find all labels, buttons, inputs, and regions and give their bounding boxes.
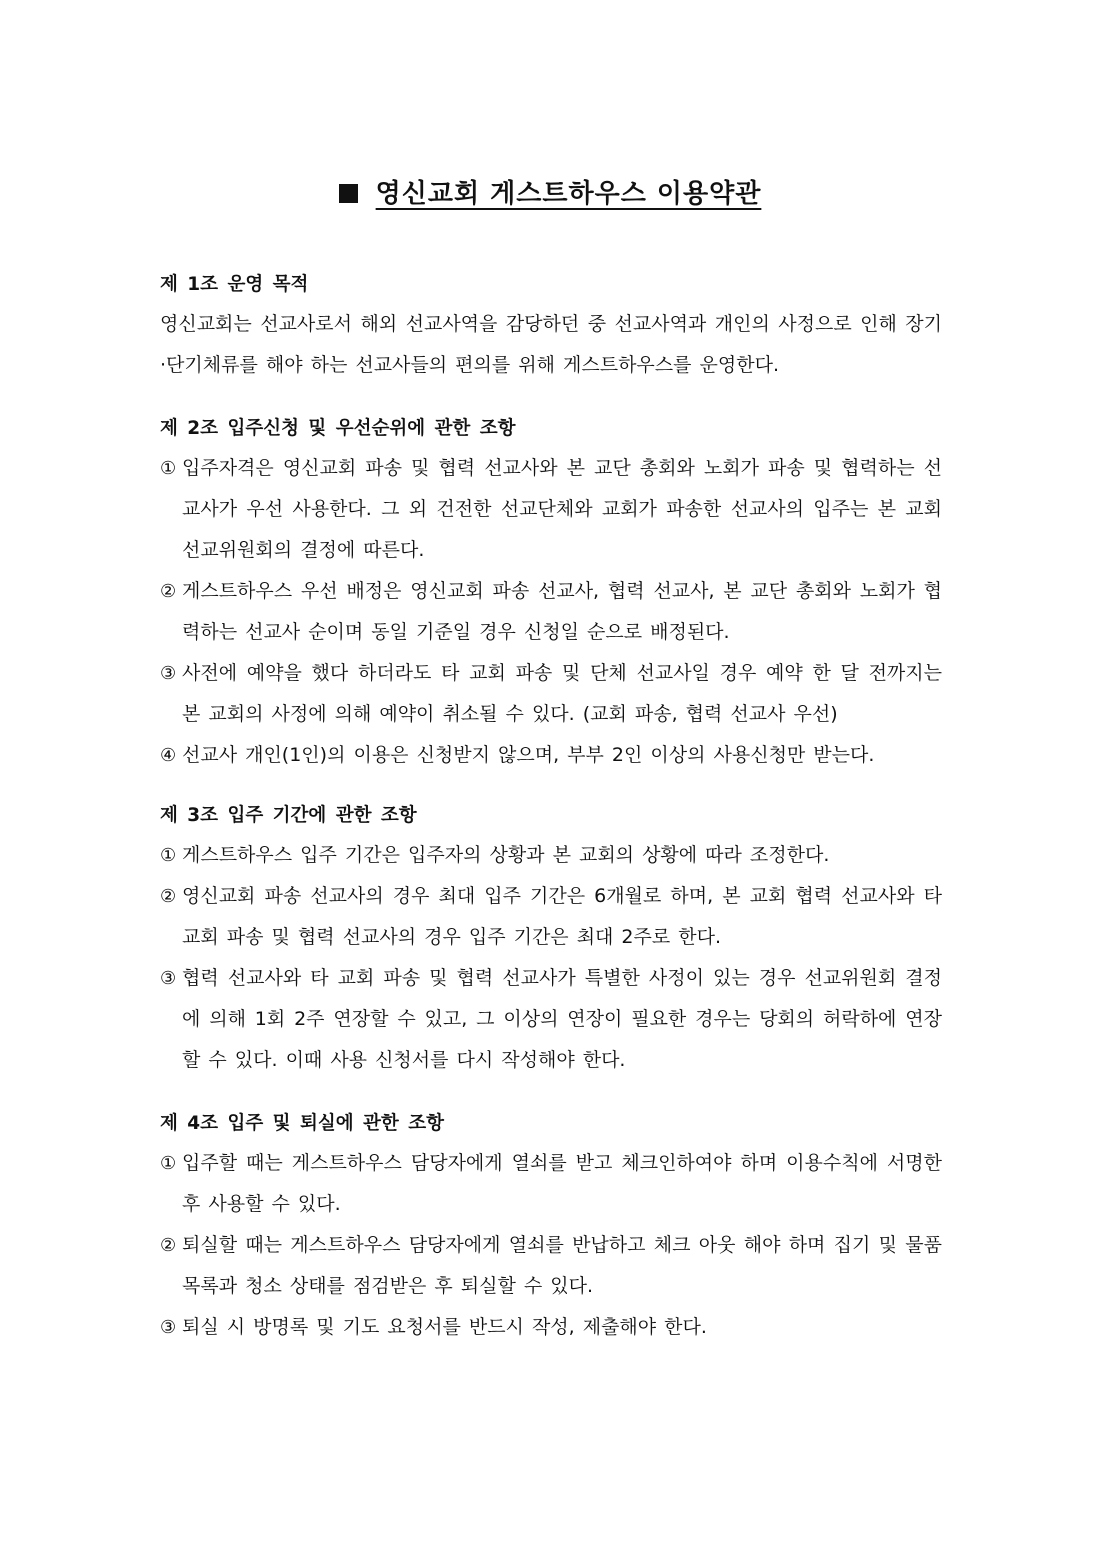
item-number: ③ [160,968,177,989]
item-number: ② [160,886,177,907]
item-text: 게스트하우스 입주 기간은 입주자의 상황과 본 교회의 상황에 따라 조정한다. [182,844,830,866]
item-text: 입주자격은 영신교회 파송 및 협력 선교사와 본 교단 총회와 노회가 파송 및 협력하는 선교사가 우선 사용한다. 그 외 건전한 선교단체와 교회가 파송한 선교사의 입주는 본 교회 선교위원회의 결정에 따른다. [182,457,942,561]
item-text: 협력 선교사와 타 교회 파송 및 협력 선교사가 특별한 사정이 있는 경우 선교위원회 결정에 의해 1회 2주 연장할 수 있고, 그 이상의 연장이 필요한 경우는 당회의 허락하에 연장할 수 있다. 이때 사용 신청서를 다시 작성해야 한다. [182,967,942,1071]
list-item [160,1225,942,1307]
article-1 [160,266,942,386]
item-number: ③ [160,663,177,684]
article-4 [160,1105,942,1348]
article-heading: 제 3조 입주 기간에 관한 조항 [160,805,417,826]
item-text: 사전에 예약을 했다 하더라도 타 교회 파송 및 단체 선교사일 경우 예약 한 달 전까지는 본 교회의 사정에 의해 예약이 취소될 수 있다. (교회 파송, 협력 선교사 우선) [182,662,942,725]
article-paragraph: 영신교회는 선교사로서 해외 선교사역을 감당하던 중 선교사역과 개인의 사정으로 인해 장기·단기체류를 해야 하는 선교사들의 편의를 위해 게스트하우스를 운영한다. [160,313,942,376]
list-item [160,1307,942,1348]
item-number: ① [160,845,177,866]
article-2 [160,410,942,776]
list-item [160,735,942,776]
list-item [160,571,942,653]
item-number: ② [160,1235,177,1256]
document-title [0,173,1100,210]
item-number: ③ [160,1317,177,1338]
article-heading: 제 4조 입주 및 퇴실에 관한 조항 [160,1113,444,1134]
list-item [160,1143,942,1225]
item-text: 퇴실 시 방명록 및 기도 요청서를 반드시 작성, 제출해야 한다. [182,1316,707,1338]
item-text: 퇴실할 때는 게스트하우스 담당자에게 열쇠를 반납하고 체크 아웃 해야 하며 집기 및 물품 목록과 청소 상태를 점검받은 후 퇴실할 수 있다. [182,1234,942,1297]
item-number: ① [160,1153,177,1174]
item-text: 영신교회 파송 선교사의 경우 최대 입주 기간은 6개월로 하며, 본 교회 협력 선교사와 타 교회 파송 및 협력 선교사의 경우 입주 기간은 최대 2주로 한다. [182,885,942,948]
document-title-text: 영신교회 게스트하우스 이용약관 [375,179,762,209]
item-number: ② [160,581,177,602]
article-heading: 제 1조 운영 목적 [160,274,309,295]
list-item [160,958,942,1081]
article-3 [160,797,942,1081]
list-item [160,876,942,958]
list-item [160,653,942,735]
item-number: ④ [160,745,177,766]
black-square-icon [339,184,358,203]
item-text: 입주할 때는 게스트하우스 담당자에게 열쇠를 받고 체크인하여야 하며 이용수칙에 서명한 후 사용할 수 있다. [182,1152,942,1215]
list-item [160,448,942,571]
article-heading: 제 2조 입주신청 및 우선순위에 관한 조항 [160,418,516,439]
item-text: 게스트하우스 우선 배정은 영신교회 파송 선교사, 협력 선교사, 본 교단 총회와 노회가 협력하는 선교사 순이며 동일 기준일 경우 신청일 순으로 배정된다. [182,580,942,643]
item-number: ① [160,458,177,479]
item-text: 선교사 개인(1인)의 이용은 신청받지 않으며, 부부 2인 이상의 사용신청만 받는다. [182,744,875,766]
list-item [160,835,942,876]
